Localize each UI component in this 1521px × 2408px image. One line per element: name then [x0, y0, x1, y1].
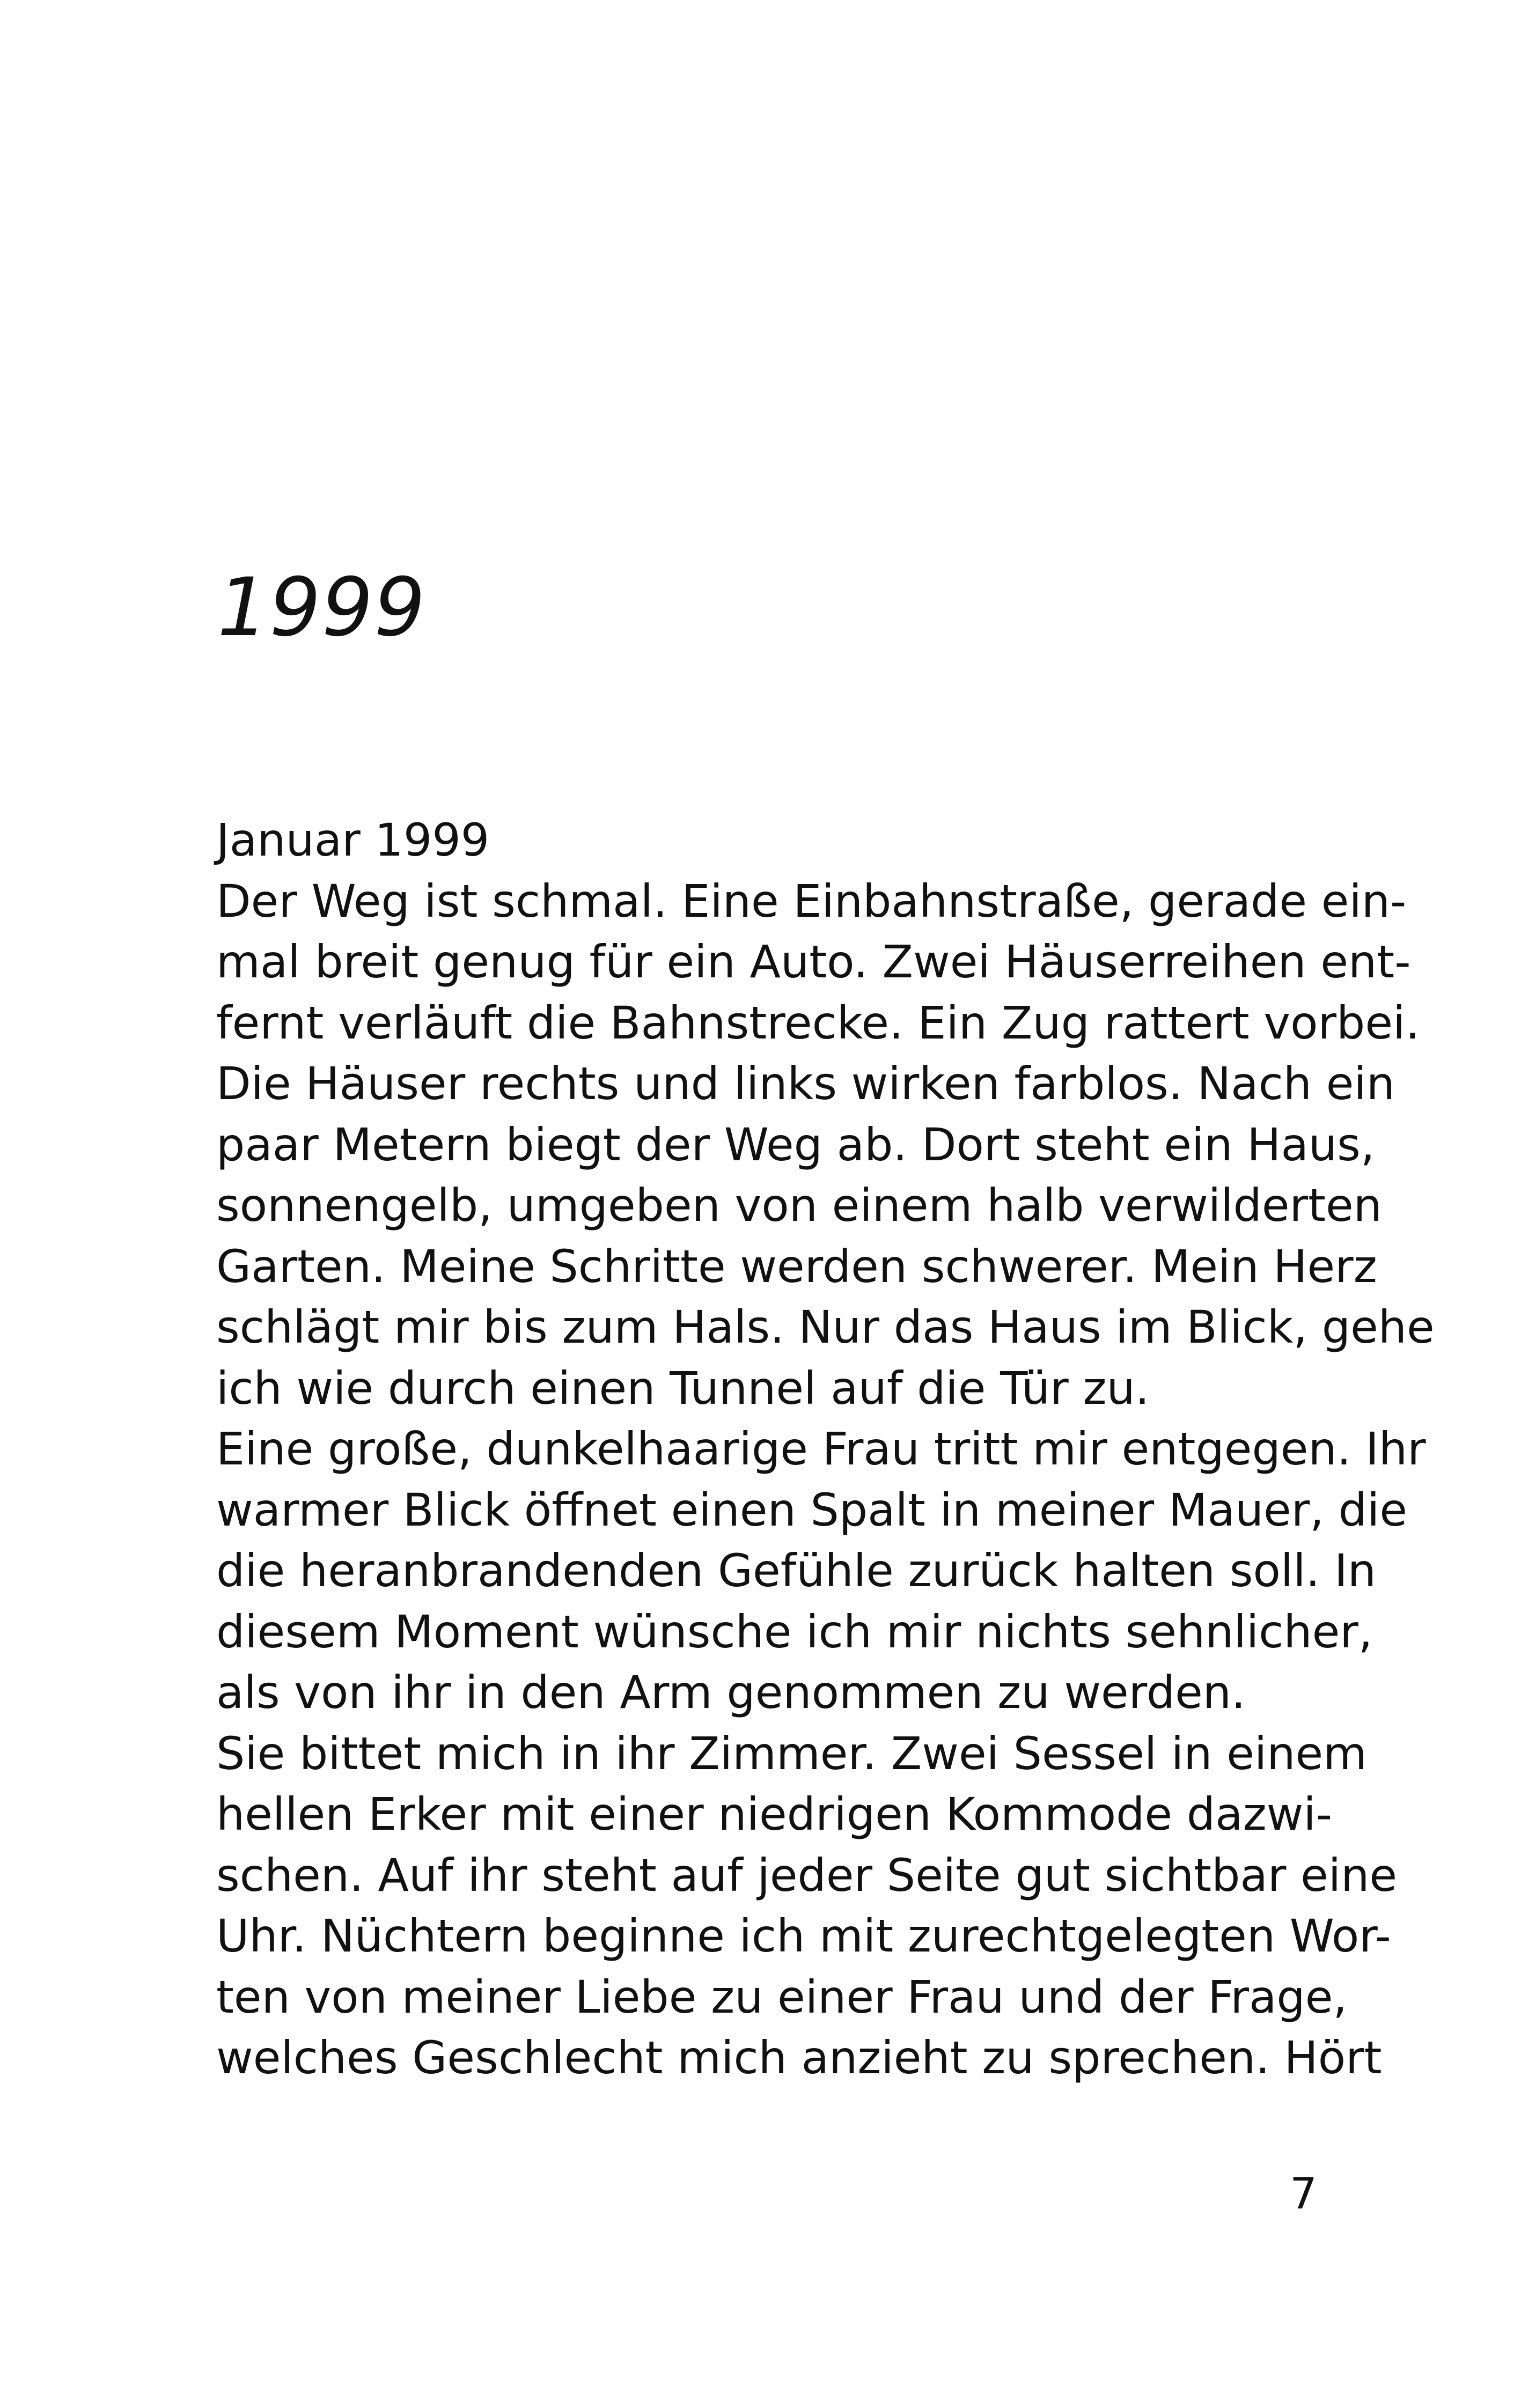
text-line: Garten. Meine Schritte werden schwerer. Mein Herz — [216, 1240, 1377, 1293]
text-line: Sie bittet mich in ihr Zimmer. Zwei Sessel in einem — [216, 1727, 1367, 1780]
text-line: die heranbrandenden Gefühle zurück halten soll. In — [216, 1544, 1376, 1597]
text-line: diesem Moment wünsche ich mir nichts sehnlicher, — [216, 1605, 1373, 1658]
text-line: als von ihr in den Arm genommen zu werden. — [216, 1666, 1246, 1719]
text-line: ten von meiner Liebe zu einer Frau und der Frage, — [216, 1970, 1348, 2023]
page-number: 7 — [1290, 2169, 1317, 2219]
date-heading: Januar 1999 — [216, 814, 490, 866]
text-line: hellen Erker mit einer niedrigen Kommode dazwi- — [216, 1788, 1333, 1840]
body-text — [216, 810, 1435, 2089]
text-line: schlägt mir bis zum Hals. Nur das Haus im Blick, gehe — [216, 1301, 1435, 1353]
text-line: warmer Blick öffnet einen Spalt in meiner Mauer, die — [216, 1483, 1408, 1536]
text-line: schen. Auf ihr steht auf jeder Seite gut sichtbar eine — [216, 1849, 1398, 1902]
text-line: Uhr. Nüchtern beginne ich mit zurechtgelegten Wor- — [216, 1910, 1391, 1962]
chapter-title: 1999 — [217, 561, 427, 654]
text-line: ich wie durch einen Tunnel auf die Tür zu. — [216, 1361, 1150, 1415]
text-line: fernt verläuft die Bahnstrecke. Ein Zug rattert vorbei. — [216, 996, 1420, 1049]
text-line: Der Weg ist schmal. Eine Einbahnstraße, gerade ein- — [216, 874, 1407, 927]
text-line: Eine große, dunkelhaarige Frau tritt mir entgegen. Ihr — [216, 1423, 1426, 1475]
text-line: paar Metern biegt der Weg ab. Dort steht ein Haus, — [216, 1118, 1375, 1171]
text-line: welches Geschlecht mich anzieht zu sprechen. Hört — [216, 2031, 1382, 2084]
text-line: mal breit genug für ein Auto. Zwei Häuserreihen ent- — [216, 936, 1411, 988]
text-line: Die Häuser rechts und links wirken farblos. Nach ein — [216, 1057, 1395, 1110]
text-line: sonnengelb, umgeben von einem halb verwilderten — [216, 1179, 1382, 1232]
